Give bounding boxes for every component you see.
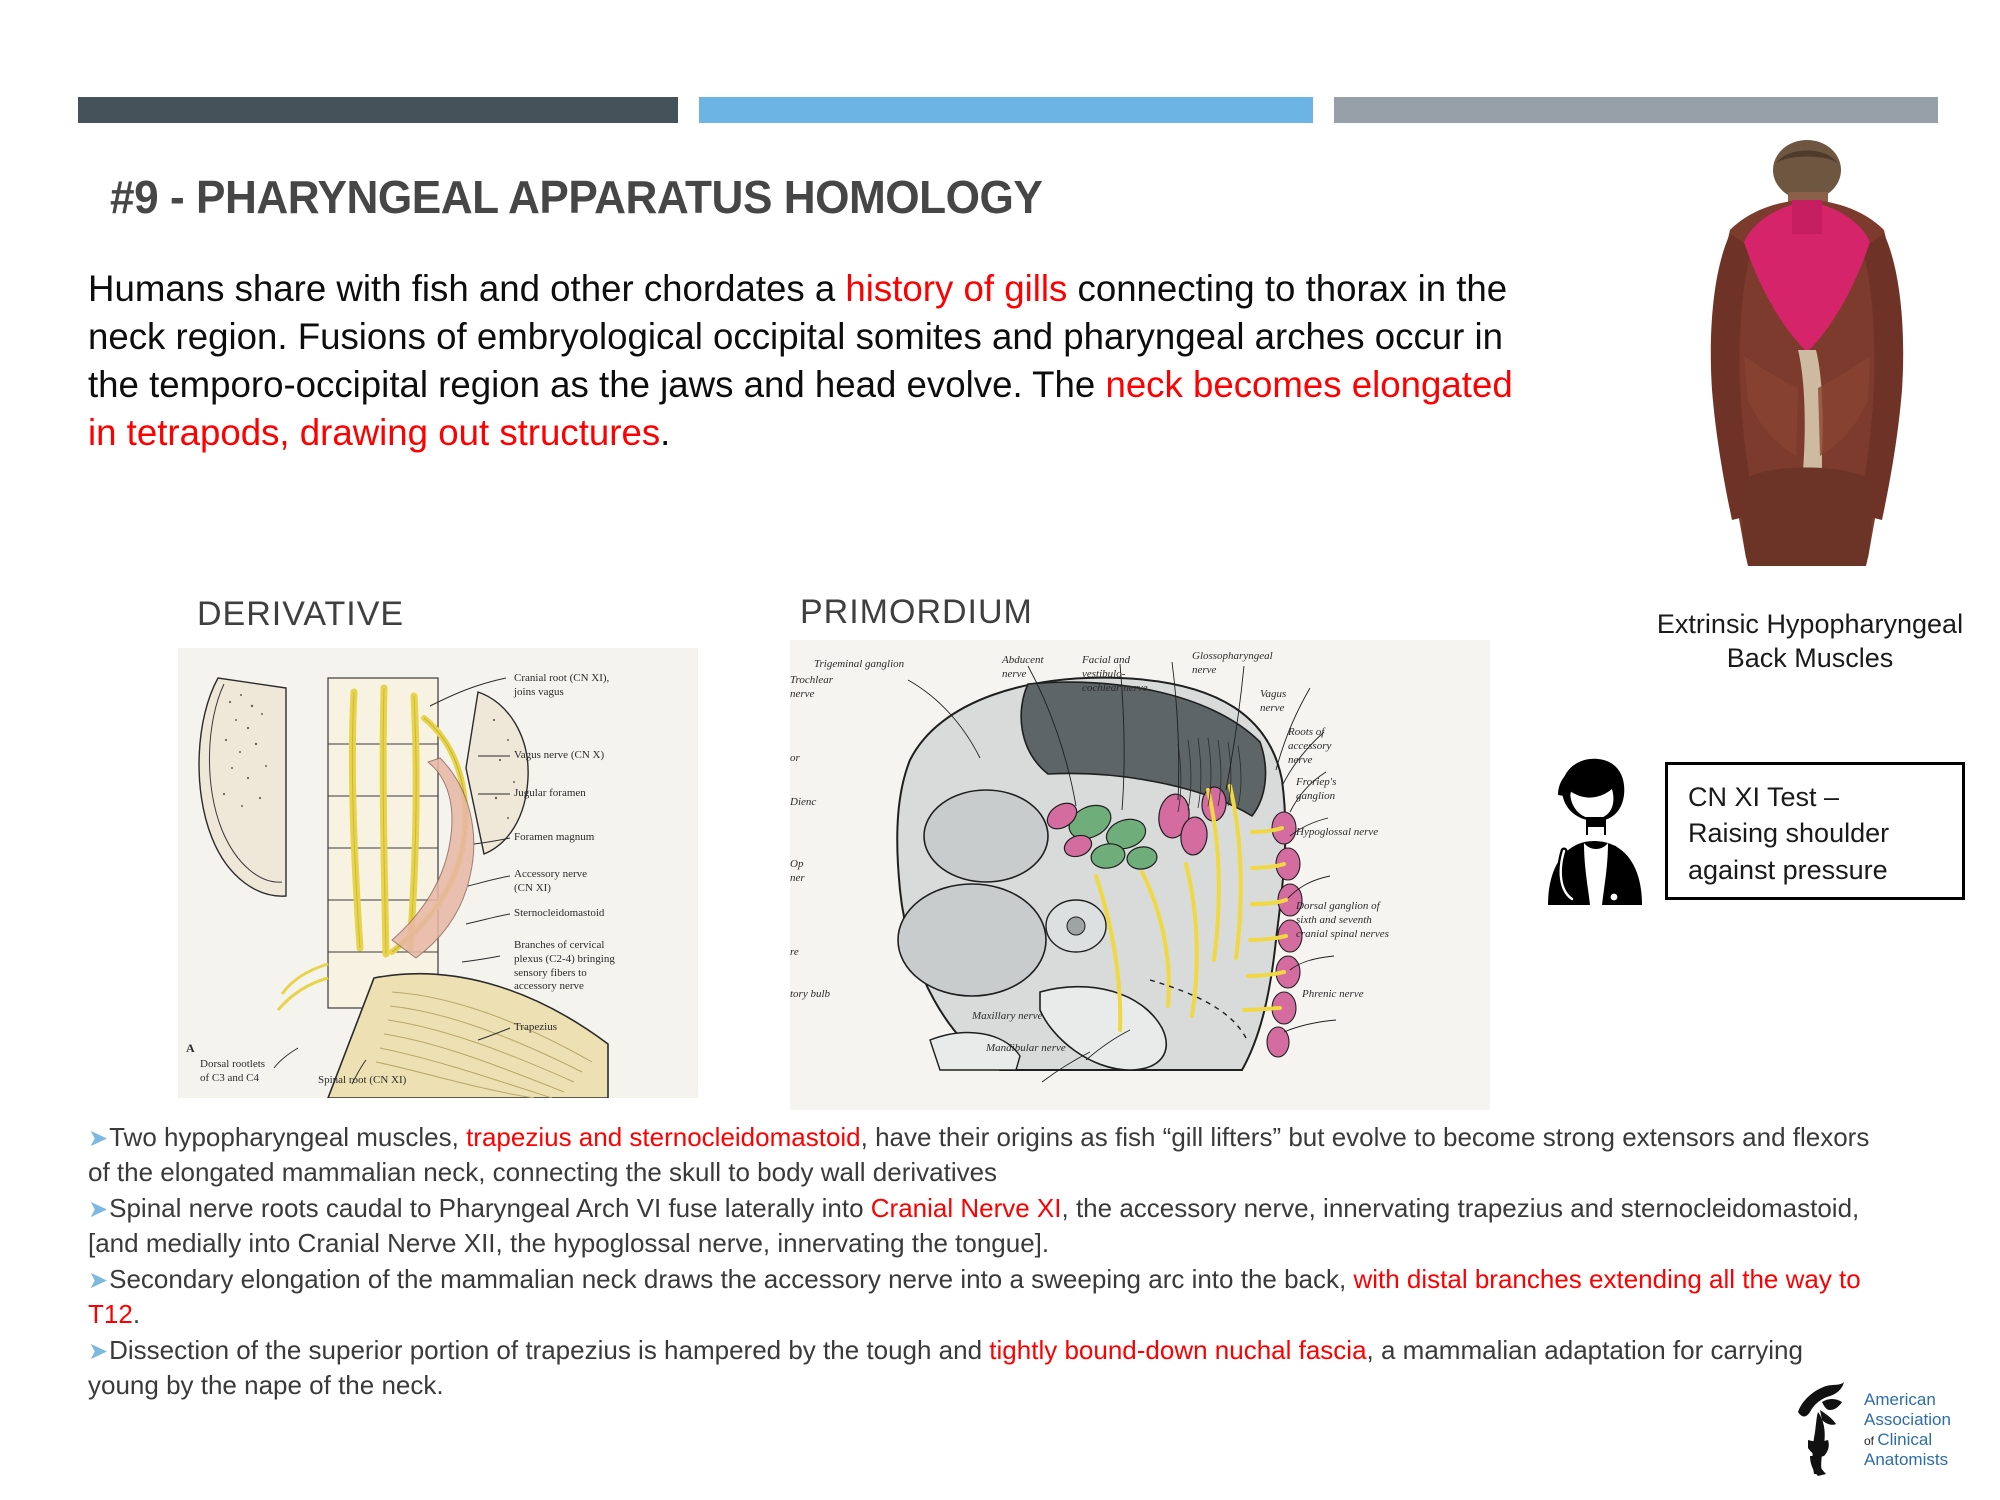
derivative-label-dorsal-rootlets: Dorsal rootlets of C3 and C4 [200, 1058, 266, 1084]
bullet-3-segment-3: . [132, 1299, 141, 1330]
derivative-label-spinal-root: Spinal root (CN XI) [318, 1074, 407, 1086]
primordium-figure [790, 640, 1490, 1110]
derivative-label-cervical-plexus: Branches of cervical plexus (C2-4) bringing sensory fibers to accessory nerve [514, 939, 615, 993]
intro-segment-1: Humans share with fish and other chordates a [88, 268, 846, 309]
primordium-label-olfactory-bulb: tory bulb [790, 988, 831, 1000]
aaa-line1: American [1864, 1390, 1936, 1409]
primordium-label-trochlear-nerve: Trochlear nerve [790, 674, 833, 700]
accent-bar-dark [78, 97, 678, 123]
bullet-2-segment-2: Cranial Nerve XI [870, 1192, 1062, 1223]
bullet-2-segment-1: Spinal nerve roots caudal to Pharyngeal Arch VI fuse laterally into [109, 1192, 871, 1223]
aaa-logo-figure-icon [1792, 1378, 1862, 1478]
accent-bar-blue [699, 97, 1313, 123]
primordium-label-re: re [790, 946, 799, 958]
bullet-arrow-icon: ➤ [88, 1337, 109, 1365]
bullet-4-segment-3: , a mammalian adaptation for carrying young by the nape of the neck. [88, 1334, 1803, 1401]
aaa-logo [1792, 1378, 1992, 1478]
primordium-label-roots-accessory: Roots of accessory nerve [1288, 726, 1332, 766]
primordium-label-trigeminal-ganglion: Trigeminal ganglion [814, 658, 905, 670]
intro-segment-5: . [660, 412, 671, 454]
bullet-arrow-icon: ➤ [88, 1125, 109, 1152]
back-muscle-caption [1620, 608, 2000, 676]
derivative-label-jugular-foramen: Jugular foramen [514, 787, 586, 799]
primordium-embryo-illustration [790, 640, 1490, 1110]
derivative-label-sternocleidomastoid: Sternocleidomastoid [514, 907, 605, 919]
bullet-4-segment-1: Dissection of the superior portion of trapezius is hampered by the tough and [109, 1334, 990, 1365]
bullet-item [88, 1120, 1878, 1190]
primordium-caption: PRIMORDIUM [800, 593, 1033, 631]
primordium-label-dorsal-ganglion: Dorsal ganglion of sixth and seventh cranial spinal nerves [1296, 900, 1389, 940]
primordium-label-vagus-nerve: Vagus nerve [1260, 688, 1287, 714]
accent-bar-gray [1334, 97, 1938, 123]
primordium-label-glossopharyngeal: Glossopharyngeal nerve [1192, 650, 1273, 676]
intro-paragraph [88, 265, 1543, 457]
slide-title: #9 - PHARYNGEAL APPARATUS HOMOLOGY [110, 171, 1043, 223]
aaa-of: of [1864, 1434, 1878, 1449]
cn-xi-line1: CN XI Test – [1688, 782, 1840, 812]
derivative-caption: DERIVATIVE [197, 595, 405, 633]
back-muscle-photo [1700, 138, 1915, 578]
header-accent-bars [78, 97, 1938, 123]
primordium-label-facial-vestibulocochlear: Facial and vestibulo- cochlear nerve [1082, 654, 1148, 694]
intro-segment-3: connecting to thorax in the neck region. Fusions of embryological occipital somites and pharyngeal arches occur in the temporo-occipital region as the jaws and head evolve. The [88, 268, 1508, 406]
doctor-icon-graphic [1528, 755, 1658, 905]
doctor-stethoscope-icon [1528, 755, 1658, 905]
derivative-label-foramen-magnum: Foramen magnum [514, 831, 595, 843]
back-muscle-caption-line1: Extrinsic Hypopharyngeal [1656, 609, 1964, 639]
bullet-item [88, 1262, 1878, 1332]
aaa-logo-text [1864, 1390, 1951, 1470]
intro-highlight-neck: neck becomes elongated in tetrapods, drawing out structures [88, 364, 1513, 454]
derivative-anatomy-illustration [178, 648, 698, 1098]
bullet-1-segment-2: trapezius and sternocleidomastoid [466, 1122, 861, 1152]
bullet-list [88, 1120, 1878, 1404]
bullet-item [88, 1333, 1878, 1403]
primordium-label-froriep-ganglion: Froriep's ganglion [1296, 776, 1337, 802]
bullet-arrow-icon: ➤ [88, 1266, 109, 1294]
bullet-1-segment-1: Two hypopharyngeal muscles, [109, 1122, 467, 1152]
svg-text:A: A [186, 1041, 195, 1055]
primordium-label-optic: Op ner [790, 858, 805, 884]
bullet-3-segment-2: with distal branches extending all the way to T12 [88, 1263, 1861, 1330]
primordium-label-phrenic-nerve: Phrenic nerve [1302, 988, 1364, 1000]
derivative-figure [178, 648, 698, 1098]
cn-xi-line2: Raising shoulder [1688, 818, 1890, 849]
bullet-2-segment-3: , the accessory nerve, innervating trapezius and sternocleidomastoid, [and medially into Cranial Nerve XII, the hypoglossal nerve, innervating the tongue]. [88, 1192, 1860, 1259]
derivative-label-vagus-nerve: Vagus nerve (CN X) [514, 749, 605, 761]
bullet-1-segment-3: , have their origins as fish “gill lifters” but evolve to become strong extensors and flexors of the elongated mammalian neck, connecting the skull to body wall derivatives [88, 1122, 1870, 1188]
intro-highlight-gills: history of gills [845, 268, 1068, 309]
cn-xi-line3: against pressure [1688, 854, 1888, 885]
primordium-label-abducent-nerve: Abducent nerve [1002, 654, 1044, 680]
back-muscle-dissection-image [1700, 138, 1915, 578]
primordium-label-diencephalon: Dienc [790, 796, 817, 808]
derivative-label-accessory-nerve: Accessory nerve (CN XI) [514, 868, 587, 894]
back-muscle-caption-line2: Back Muscles [1726, 642, 1894, 673]
bullet-arrow-icon: ➤ [88, 1195, 109, 1223]
derivative-label-trapezius: Trapezius [514, 1021, 557, 1033]
aaa-line3: Clinical [1877, 1430, 1933, 1450]
primordium-label-or: or [790, 752, 800, 764]
primordium-label-mandibular-nerve: Mandibular nerve [986, 1042, 1066, 1054]
bullet-3-segment-1: Secondary elongation of the mammalian neck draws the accessory nerve into a sweeping arc into the back, [109, 1263, 1354, 1294]
bullet-item [88, 1191, 1878, 1261]
derivative-label-cranial-root: Cranial root (CN XI), joins vagus [514, 672, 610, 698]
aaa-line2: Association [1864, 1410, 1951, 1430]
primordium-label-maxillary-nerve: Maxillary nerve [972, 1010, 1043, 1022]
bullet-4-segment-2: tightly bound-down nuchal fascia [989, 1334, 1367, 1365]
cn-xi-test-callout [1665, 762, 1965, 900]
aaa-line4: Anatomists [1864, 1450, 1949, 1470]
primordium-label-hypoglossal-nerve: Hypoglossal nerve [1296, 826, 1379, 838]
